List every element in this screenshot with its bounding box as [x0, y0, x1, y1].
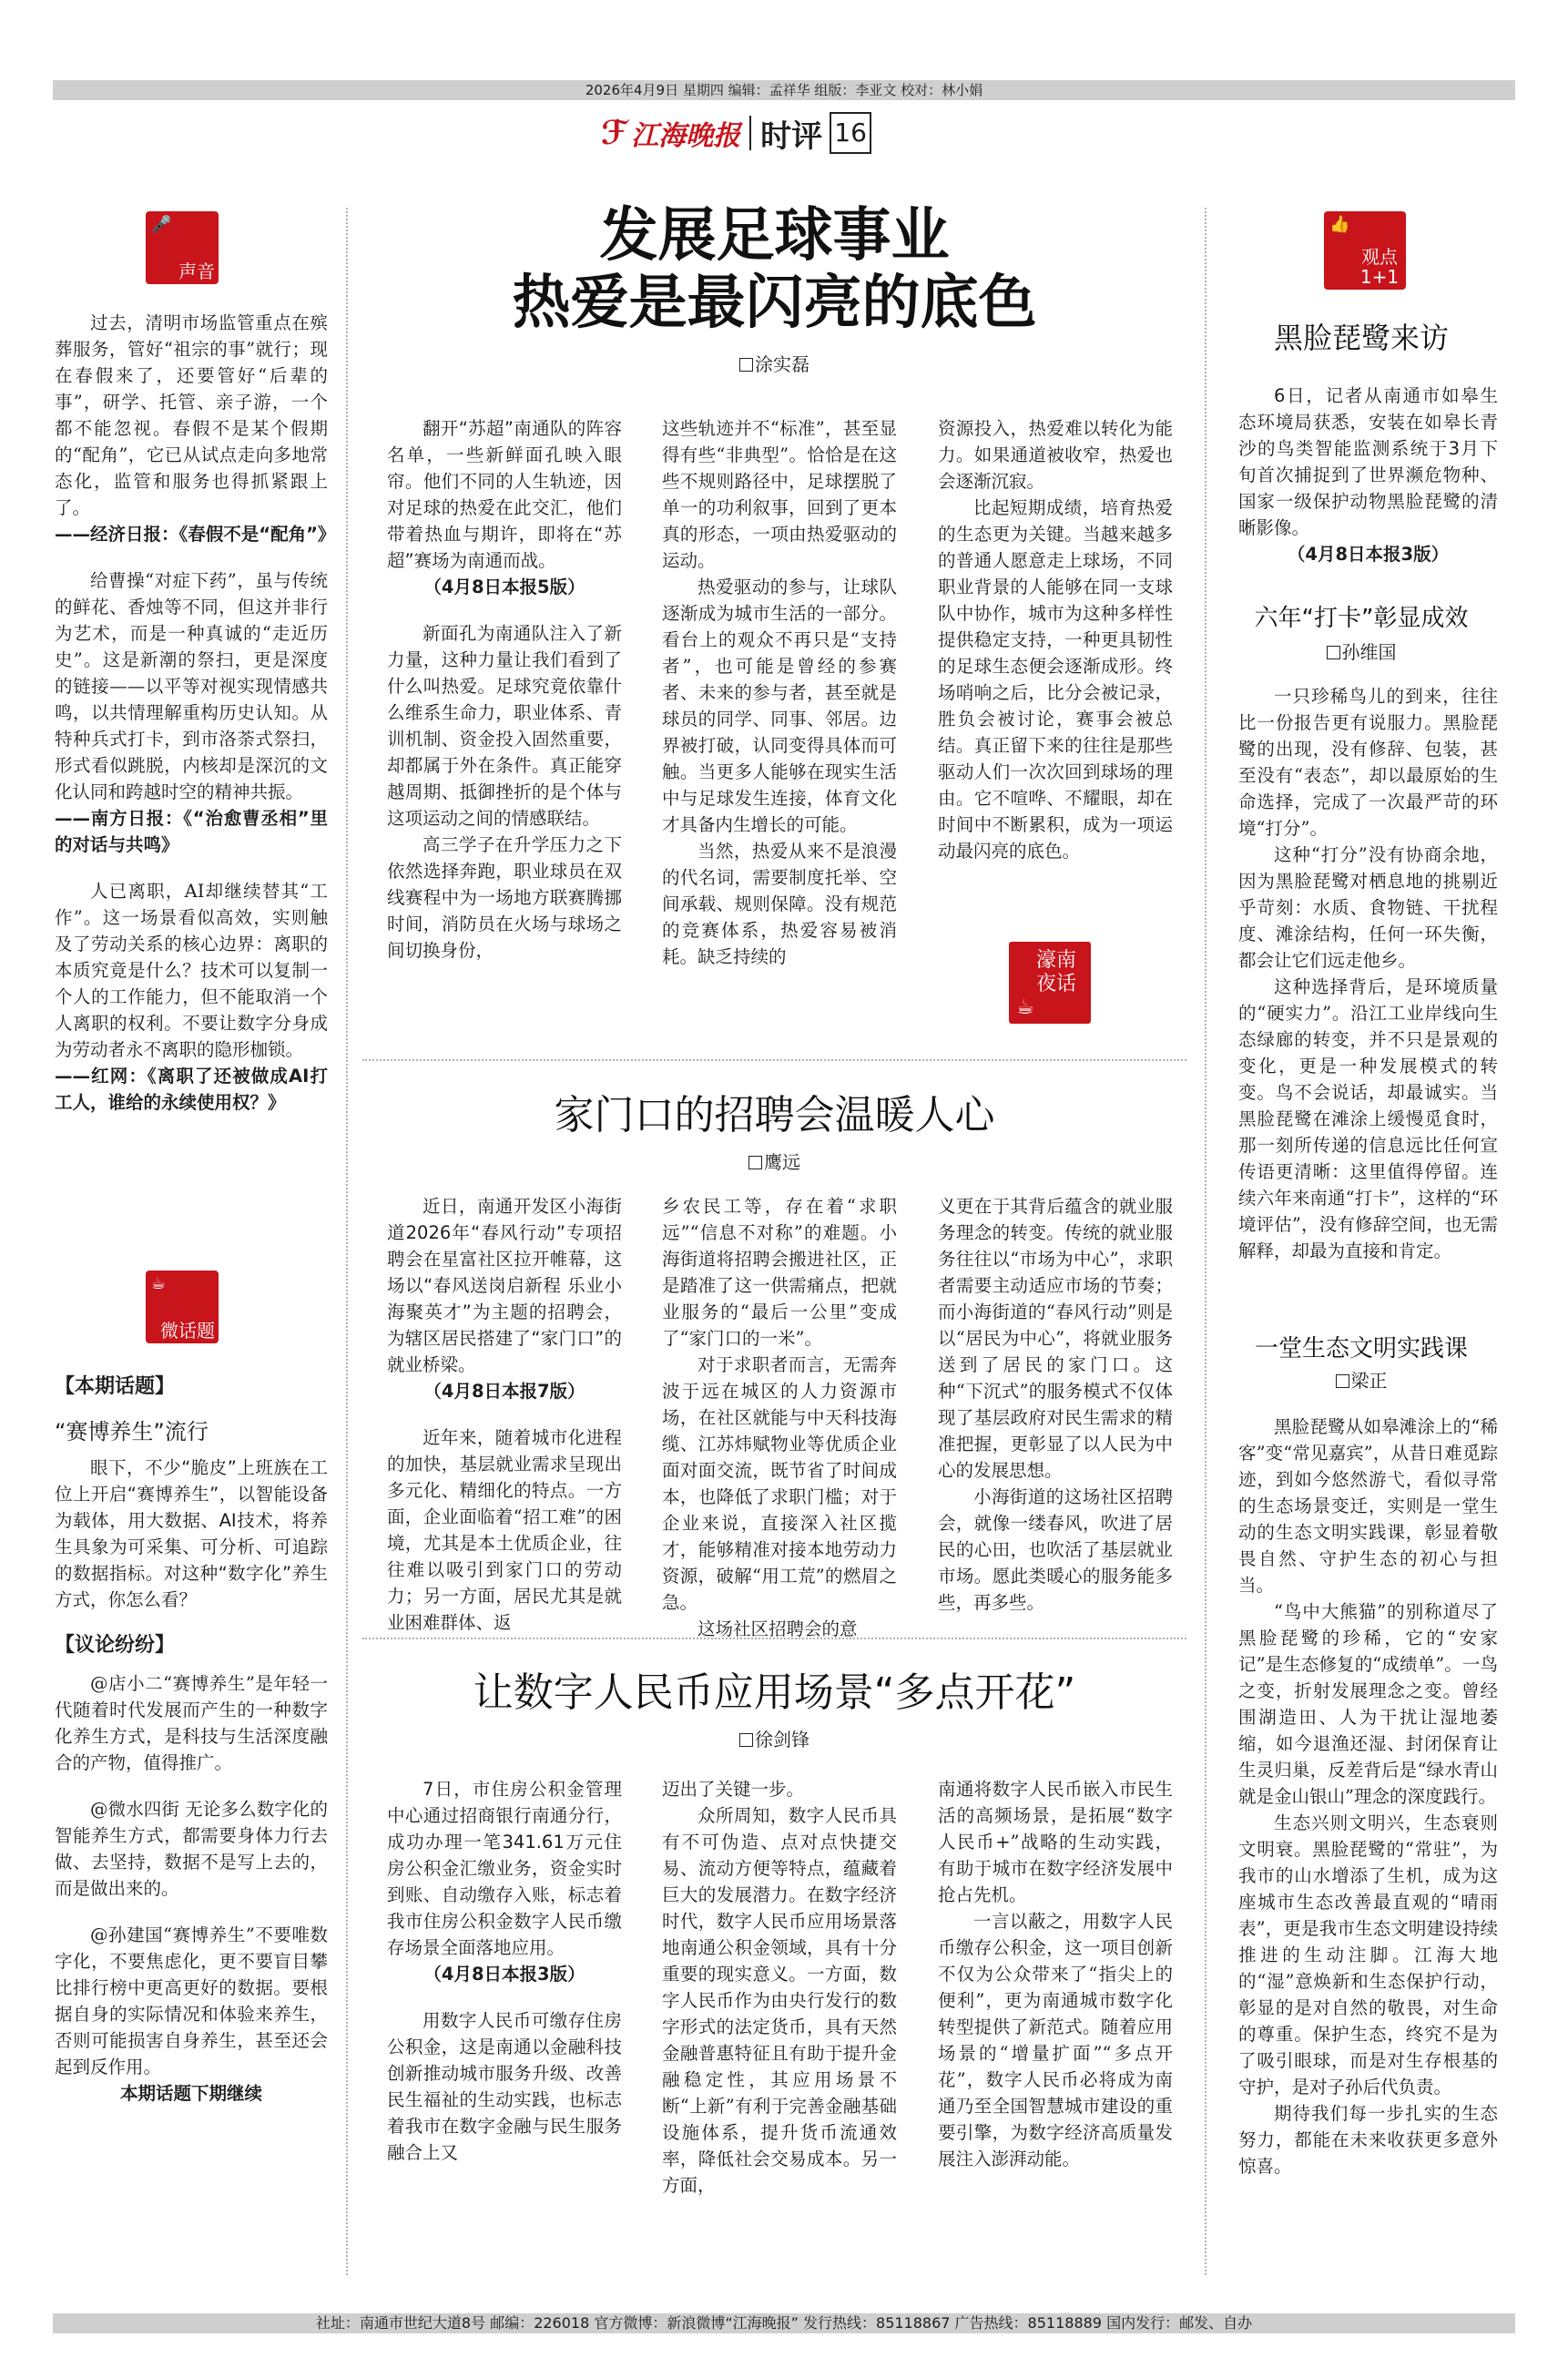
comment1-author: 孙维国	[1341, 641, 1397, 663]
article3-paragraph: 南通将数字人民币嵌入市民生活的高频场景，是拓展“数字人民币+”战略的生动实践，有助于城市在数字经济发展中抢占先机。	[938, 1779, 1173, 1905]
article2-title: 家门口的招聘会温暖人心	[554, 1092, 995, 1138]
article1-paragraph: 资源投入，热爱难以转化为能力。如果通道被收窄，热爱也会逐渐沉寂。	[938, 418, 1173, 492]
voice-quote: 人已离职，AI却继续替其“工作”。这一场景看似高效，实则触及了劳动关系的核心边界：离职的本质究竟是什么？技术可以复制一个人的工作能力，但不能取消一个人离职的权利。不要让数字分身成为劳动者永不离职的隐形枷锁。	[55, 881, 328, 1060]
voice-source: ——红网：《离职了还被做成AI打工人，谁给的永续使用权？》	[55, 1066, 328, 1113]
article2-col3	[938, 1193, 1173, 1616]
topic-next: 本期话题下期继续	[119, 2083, 262, 2104]
article2-paragraph: 义更在于其背后蕴含的就业服务理念的转变。传统的就业服务往往以“市场为中心”，求职者需要主动适应市场的节奏；而小海街道的“春风行动”则是以“居民为中心”，将就业服务送到了居民的家门口。这种“下沉式”的服务模式不仅体现了基层政府对民生需求的精准把握，更彰显了以人民为中心的发展思想。	[938, 1196, 1173, 1481]
comment-item: @孙建国“赛博养生”不要唯数字化，不要焦虑化，更不要盲目攀比排行榜中更高更好的数据。要根据自身的实际情况和体验来养生，否则可能损害自身养生，甚至还会起到反作用。	[55, 1924, 328, 2077]
voice-quote: 给曹操“对症下药”，虽与传统的鲜花、香烛等不同，但这并非行为艺术，而是一种真诚的“走近历史”。这是新潮的祭扫，更是深度的链接——以平等对视实现情感共鸣，以共情理解重构历史认知。从特种兵式打卡，到市洛荼式祭扫，形式看似跳脱，内核却是深沉的文化认同和跨越时空的精神共振。	[55, 570, 328, 802]
byline-box-icon	[1336, 1374, 1349, 1388]
voice-source: ——南方日报：《“治愈曹丞相”里的对话与共鸣》	[55, 808, 328, 855]
column-stamp: 濠南夜话 ☕	[1009, 942, 1091, 1024]
paper-logo-icon: ℱ	[601, 114, 628, 152]
article2-paragraph: 乡农民工等，存在着“求职远”“信息不对称”的难题。小海街道将招聘会搬进社区，正是踏准了这一供需痛点，把就业服务的“最后一公里”变成了“家门口的一米”。	[662, 1196, 897, 1349]
voice-source: ——经济日报：《春假不是“配角”》	[55, 524, 336, 545]
topic-block	[55, 1371, 328, 2107]
footer-info: 社址：南通市世纪大道8号 邮编：226018 官方微博：新浪微博“江海晚报” 发行热线：85118867 广告热线：85118889 国内发行：邮发、自办	[315, 2314, 1253, 2332]
byline-box-icon	[739, 358, 753, 372]
article3-source: （4月8日本报3版）	[423, 1964, 585, 1985]
news-text: 6日，记者从南通市如皋生态环境局获悉，安装在如皋长青沙的鸟类智能监测系统于3月下旬首次捕捉到了世界濒危物种、国家一级保护动物黑脸琵鹭的清晰影像。	[1238, 385, 1498, 538]
viewpoint-icon: 👍 观点1+1	[1324, 211, 1406, 290]
comment1-byline	[1225, 638, 1498, 664]
topic-icon: ☕ 微话题	[146, 1271, 219, 1343]
article1-title	[362, 202, 1186, 337]
voice-quote: 过去，清明市场监管重点在殡葬服务，管好“祖宗的事”就行；现在春假来了，还要管好“后辈的事”，研学、托管、亲子游，一个都不能忽视。春假不是某个假期的“配角”，它已从试点走向多地常态化，监管和服务也得抓紧跟上了。	[55, 312, 328, 518]
paper-name: 江海晚报	[631, 120, 741, 152]
article1-paragraph: 这些轨迹并不“标准”，甚至显得有些“非典型”。恰恰是在这些不规则路径中，足球摆脱了单一的功利叙事，回到了更本真的形态，一项由热爱驱动的运动。	[662, 418, 897, 571]
article1-lead: 翻开“苏超”南通队的阵容名单，一些新鲜面孔映入眼帘。他们不同的人生轨迹，因对足球的热爱在此交汇，他们带着热血与期许，即将在“苏超”赛场为南通而战。	[387, 418, 622, 571]
comments-heading: 【议论纷纷】	[55, 1634, 176, 1657]
comment2-paragraph: 生态兴则文明兴，生态衰则文明衰。黑脸琵鹭的“常驻”，为我市的山水增添了生机，成为这座城市生态改善最直观的“晴雨表”，更是我市生态文明建设持续推进的生动注脚。江海大地的“湿”意焕新和生态保护行动，彰显的是对自然的敬畏，对生命的尊重。保护生态，终究不是为了吸引眼球，而是对生存根基的守护，是对子孙后代负责。	[1238, 1812, 1498, 2098]
article1-paragraph: 高三学子在升学压力之下依然选择奔跑，职业球员在双线赛程中为一场地方联赛腾挪时间，消防员在火场与球场之间切换身份，	[387, 834, 622, 961]
comment1-paragraph: 这种选择背后，是环境质量的“硬实力”。沿江工业岸线向生态绿廊的转变，并不只是景观的变化，更是一种发展模式的转变。鸟不会说话，却最诚实。当黑脸琵鹭在滩涂上缓慢觅食时，那一刻所传递的信息远比任何宣传语更清晰：这里值得停留。连续六年来南通“打卡”，这样的“环境评估”，没有修辞空间，也无需解释，却最为直接和肯定。	[1238, 976, 1498, 1261]
article2-col1	[387, 1193, 622, 1636]
byline-box-icon	[748, 1156, 762, 1169]
comment-item: @店小二“赛博养生”是年轻一代随着时代发展而产生的一种数字化养生方式，是科技与生活深度融合的产物，值得推广。	[55, 1673, 328, 1773]
right-column-divider	[1205, 208, 1207, 2275]
topic-intro: 眼下，不少“脆皮”上班族在工位上开启“赛博养生”，以智能设备为载体，用大数据、AI技术，将养生具象为可采集、可分析、可追踪的数据指标。对这种“数字化”养生方式，你怎么看？	[55, 1457, 328, 1610]
article1-author: 涂实磊	[755, 353, 809, 375]
article3-byline	[362, 1725, 1186, 1751]
article1-paragraph: 比起短期成绩，培育热爱的生态更为关键。当越来越多的普通人愿意走上球场，不同职业背景的人能够在同一支球队中协作，城市为这种多样性提供稳定支持，一种更具韧性的足球生态便会逐渐成形。终场哨响之后，比分会被记录，胜负会被讨论，赛事会被总结。真正留下来的往往是那些驱动人们一次次回到球场的理由。它不喧哗、不耀眼，却在时间中不断累积，成为一项运动最闪亮的底色。	[938, 497, 1173, 862]
microphone-icon: 🎤	[151, 215, 172, 234]
article2-paragraph: 对于求职者而言，无需奔波于远在城区的人力资源市场，在社区就能与中天科技海缆、江苏炜赋物业等优质企业面对面交流，既节省了时间成本，也降低了求职门槛；对于企业来说，直接深入社区揽才，能够精准对接本地劳动力资源，破解“用工荒”的燃眉之急。	[662, 1354, 897, 1613]
masthead	[601, 111, 871, 155]
comment2-paragraph: 黑脸琵鹭从如皋滩涂上的“稀客”变“常见嘉宾”，从昔日难觅踪迹，到如今悠然游弋，看似寻常的生态场景变迁，实则是一堂生动的生态文明实践课，彰显着敬畏自然、守护生态的初心与担当。	[1238, 1416, 1498, 1596]
byline-box-icon	[1327, 646, 1340, 659]
left-column-divider	[346, 208, 348, 2275]
article1-paragraph: 新面孔为南通队注入了新力量，这种力量让我们看到了什么叫热爱。足球究竟依靠什么维系生命力，职业体系、青训机制、资金投入固然重要，却都属于外在条件。真正能穿越周期、抵御挫折的是个体与这项运动之间的情感联结。	[387, 623, 622, 829]
comment2-paragraph: “鸟中大熊猫”的别称道尽了黑脸琵鹭的珍稀，它的“安家记”是生态修复的“成绩单”。一鸟之变，折射发展理念之变。曾经围湖造田、人为干扰让湿地萎缩，如今退渔还湿、封闭保育让生灵归巢，反差背后是“绿水青山就是金山银山”理念的深度践行。	[1238, 1601, 1498, 1807]
topic-title: “赛博养生”流行	[55, 1419, 209, 1444]
article1-title-line1: 发展足球事业	[599, 202, 950, 270]
article-divider-1	[362, 1059, 1186, 1061]
article3-col1	[387, 1776, 622, 2166]
article3-paragraph: 一言以蔽之，用数字人民币缴存公积金，这一项目创新不仅为公众带来了“指尖上的便利”，更为南通城市数字化转型提供了新范式。随着应用场景的“增量扩面”“多点开花”，数字人民币必将成为南通乃至全国智慧城市建设的重要引擎，为数字经济高质量发展注入澎湃动能。	[938, 1911, 1173, 2169]
comment2-author: 梁正	[1350, 1370, 1388, 1392]
article1-source: （4月8日本报5版）	[423, 577, 585, 597]
article3-col3	[938, 1776, 1173, 2172]
header-info: 2026年4月9日 星期四 编辑：孟祥华 组版：李亚文 校对：林小娟	[585, 82, 983, 98]
article2-col2	[662, 1193, 897, 1642]
comment2-byline	[1225, 1366, 1498, 1393]
comment2-body	[1238, 1414, 1498, 2179]
article2-source: （4月8日本报7版）	[423, 1381, 585, 1402]
news-title: 黑脸琵鹭来访	[1273, 321, 1449, 355]
article2-paragraph: 这场社区招聘会的意	[697, 1618, 858, 1639]
comment1-title: 六年“打卡”彰显成效	[1254, 605, 1469, 632]
byline-box-icon	[739, 1733, 753, 1747]
article1-paragraph: 当然，热爱从来不是浪漫的代名词，需要制度托举、空间承载、规则保障。没有规范的竞赛体系，热爱容易被消耗。缺乏持续的	[662, 841, 897, 967]
news-source: （4月8日本报3版）	[1287, 544, 1450, 565]
comments-list	[55, 1670, 328, 2107]
article3-paragraph: 迈出了关键一步。	[662, 1779, 805, 1800]
comment-item: @微水四街 无论多么数字化的智能养生方式，都需要身体力行去做、去坚持，数据不是写上去的，而是做出来的。	[55, 1799, 328, 1899]
article2-author: 鹰远	[764, 1151, 800, 1173]
article1-col2	[662, 415, 897, 970]
comment1-paragraph: 这种“打分”没有协商余地，因为黑脸琵鹭对栖息地的挑剔近乎苛刻：水质、食物链、干扰程度、滩涂结构，任何一环失衡，都会让它们远走他乡。	[1238, 844, 1498, 971]
comment2-title: 一堂生态文明实践课	[1254, 1335, 1468, 1363]
topic-intro-wrap	[55, 1454, 328, 1613]
section-name: 时评	[760, 117, 823, 155]
article3-title: 让数字人民币应用场景“多点开花”	[473, 1669, 1076, 1716]
article1-byline	[362, 350, 1186, 376]
article3-lead: 7日，市住房公积金管理中心通过招商银行南通分行，成功办理一笔341.61万元住房公积金汇缴业务，资金实时到账、自动缴存入账，标志着我市住房公积金数字人民币缴存场景全面落地应用。	[387, 1779, 622, 1958]
news-block	[1238, 383, 1498, 567]
article3-paragraph: 用数字人民币可缴存住房公积金，这是南通以金融科技创新推动城市服务升级、改善民生福祉的生动实践，也标志着我市在数字金融与民生服务融合上又	[387, 2010, 622, 2163]
article2-byline	[362, 1148, 1186, 1174]
page-number: 16	[830, 112, 871, 154]
thumbs-up-icon: 👍	[1329, 215, 1350, 234]
comment1-body	[1238, 683, 1498, 1264]
comment1-paragraph: 一只珍稀鸟儿的到来，往往比一份报告更有说服力。黑脸琵鹭的出现，没有修辞、包装，甚至没有“表态”，却以最原始的生命选择，完成了一次最严苛的环境“打分”。	[1238, 686, 1498, 839]
article2-lead: 近日，南通开发区小海街道2026年“春风行动”专项招聘会在星富社区拉开帷幕，这场以“春风送岗启新程 乐业小海聚英才”为主题的招聘会，为辖区居民搭建了“家门口”的就业桥梁。	[387, 1196, 622, 1375]
article3-paragraph: 众所周知，数字人民币具有不可伪造、点对点快捷交易、流动方便等特点，蕴藏着巨大的发展潜力。在数字经济时代，数字人民币应用场景落地南通公积金领域，具有十分重要的现实意义。一方面，数字人民币作为由央行发行的数字形式的法定货币，具有天然金融普惠特征且有助于提升金融稳定性，其应用场景不断“上新”有利于完善金融基础设施体系，提升货币流通效率，降低社会交易成本。另一方面，	[662, 1805, 897, 2196]
coffee-cup-icon: ☕	[1016, 995, 1034, 1019]
article1-col3	[938, 415, 1173, 864]
article2-paragraph: 小海街道的这场社区招聘会，就像一缕春风，吹进了居民的心田，也吹活了基层就业市场。愿此类暖心的服务能多些，再多些。	[938, 1486, 1173, 1613]
article3-col2	[662, 1776, 897, 2199]
article1-title-line2: 热爱是最闪亮的底色	[512, 270, 1037, 337]
article1-paragraph: 热爱驱动的参与，让球队逐渐成为城市生活的一部分。看台上的观众不再只是“支持者”，也可能是曾经的参赛者、未来的参与者，甚至就是球员的同学、同事、邻居。边界被打破，认同变得具体而可触。当更多人能够在现实生活中与足球发生连接，体育文化才具备内生增长的可能。	[662, 577, 897, 835]
masthead-divider	[749, 116, 751, 150]
topic-heading: 【本期话题】	[55, 1375, 176, 1398]
comment2-paragraph: 期待我们每一步扎实的生态努力，都能在未来收获更多意外惊喜。	[1238, 2103, 1498, 2177]
voice-column	[55, 310, 336, 1116]
article3-author: 徐剑锋	[755, 1729, 809, 1750]
coffee-cup-icon: ☕	[151, 1274, 167, 1293]
article1-col1	[387, 415, 622, 964]
voice-icon: 🎤 声音	[146, 211, 219, 284]
article2-paragraph: 近年来，随着城市化进程的加快，基层就业需求呈现出多元化、精细化的特点。一方面，企业面临着“招工难”的困境，尤其是本土优质企业，往往难以吸引到家门口的劳动力；另一方面，居民尤其是就业困难群体、返	[387, 1427, 622, 1633]
